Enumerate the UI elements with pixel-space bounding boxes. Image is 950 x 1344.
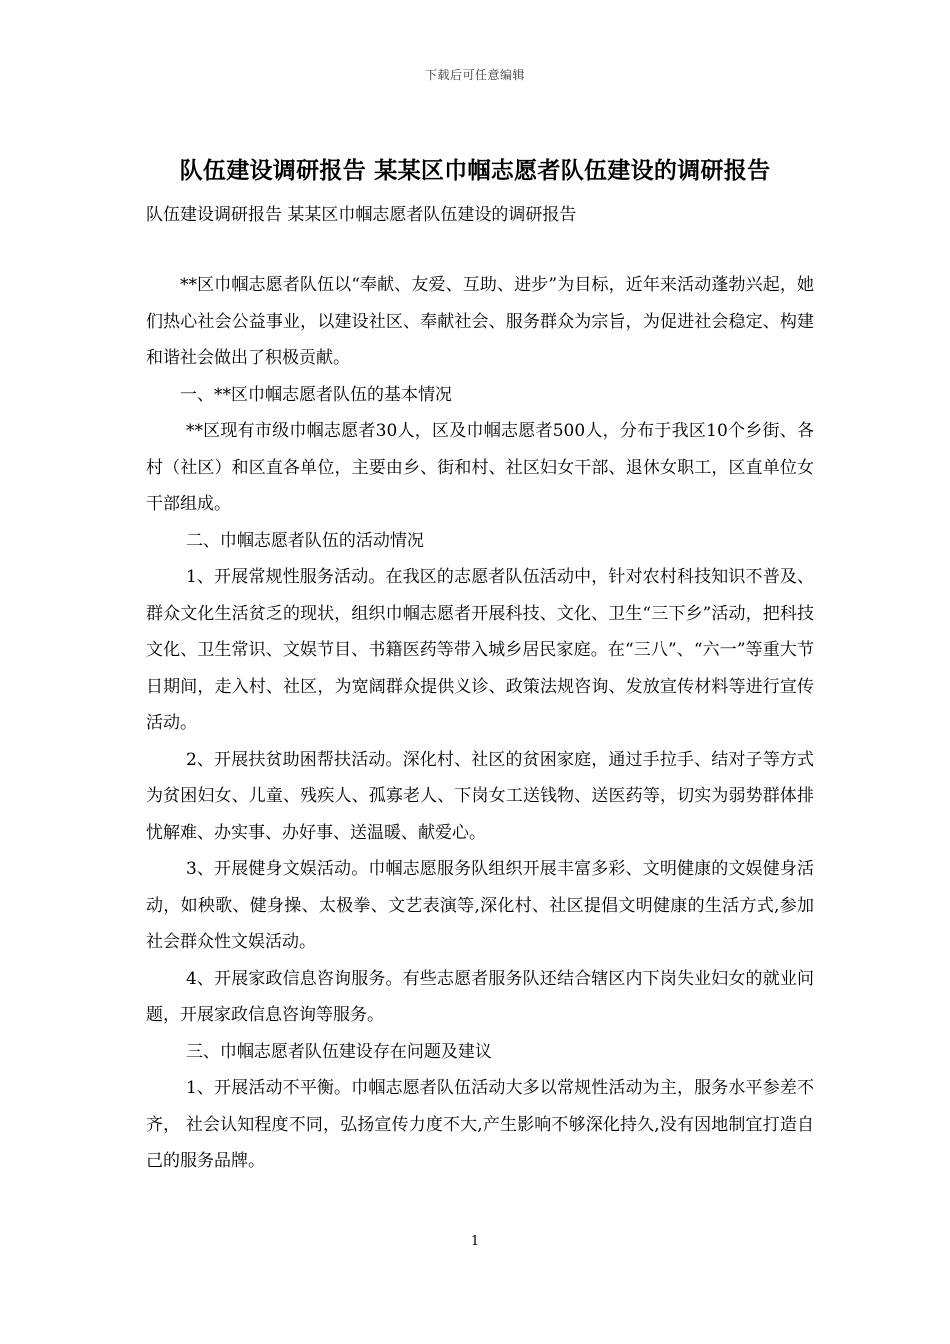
body-paragraph: 1、开展常规性服务活动。在我区的志愿者队伍活动中，针对农村科技知识不普及、群众文化生活贫乏的现状，组织巾帼志愿者开展科技、文化、卫生“三下乡”活动，把科技文化、卫生常识、文娱节目、书籍医药等带入城乡居民家庭。在“三八”、“六一”等重大节日期间，走入村、社区，为宽阔群众提供义诊、政策法规咨询、发放宣传材料等进行宣传活动。 [146, 567, 814, 733]
header-note: 下载后可任意编辑 [424, 68, 525, 82]
document-title: 队伍建设调研报告 某某区巾帼志愿者队伍建设的调研报告 [179, 157, 771, 184]
section-heading-2: 二、巾帼志愿者队伍的活动情况 [185, 530, 424, 551]
body-paragraph: 3、开展健身文娱活动。巾帼志愿服务队组织开展丰富多彩、文明健康的文娱健身活动，如秧歌、健身操、太极拳、文艺表演等,深化村、社区提倡文明健康的生活方式,参加社会群众性文娱活动。 [146, 859, 814, 952]
body-paragraph: 2、开展扶贫助困帮扶活动。深化村、社区的贫困家庭，通过手拉手、结对子等方式为贫困妇女、儿童、残疾人、孤寡老人、下岗女工送钱物、送医药等，切实为弱势群体排忧解难、办实事、办好事、送温暖、献爱心。 [146, 749, 814, 843]
body-paragraph: 4、开展家政信息咨询服务。有些志愿者服务队还结合辖区内下岗失业妇女的就业问题，开展家政信息咨询等服务。 [146, 968, 814, 1025]
intro-paragraph: **区巾帼志愿者队伍以“奉献、友爱、互助、进步”为目标，近年来活动蓬勃兴起，她们热心社会公益事业，以建设社区、奉献社会、服务群众为宗旨，为促进社会稳定、构建和谐社会做出了积极贡献。 [146, 275, 814, 368]
body-paragraph: **区现有市级巾帼志愿者30人，区及巾帼志愿者500人，分布于我区10个乡街、各村（社区）和区直各单位，主要由乡、街和村、社区妇女干部、退休女职工，区直单位女干部组成。 [146, 421, 814, 514]
document-subtitle: 队伍建设调研报告 某某区巾帼志愿者队伍建设的调研报告 [146, 205, 577, 225]
section-heading-3: 三、巾帼志愿者队伍建设存在问题及建议 [185, 1041, 492, 1062]
body-paragraph: 1、开展活动不平衡。巾帼志愿者队伍活动大多以常规性活动为主，服务水平参差不齐， 社会认知程度不同，弘扬宣传力度不大,产生影响不够深化持久,没有因地制宜打造自己的服务品牌。 [146, 1078, 814, 1171]
section-heading-1: 一、**区巾帼志愿者队伍的基本情况 [180, 384, 452, 405]
page-number: 1 [470, 1234, 480, 1249]
document-body [146, 267, 814, 1180]
